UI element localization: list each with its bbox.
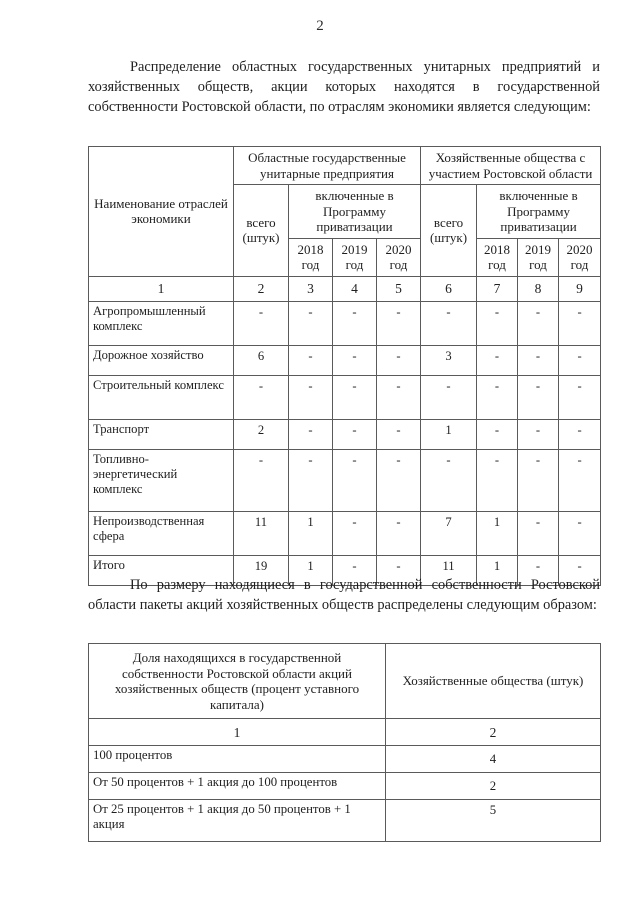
cell-gup-2019: -	[333, 419, 377, 449]
cell-gup-2020: -	[377, 419, 421, 449]
cell-gup-total: 2	[234, 419, 289, 449]
header-ho-year-2020: 2020 год	[559, 238, 601, 276]
cell-ho-2018: 1	[477, 511, 518, 555]
cell-company-count: 4	[386, 746, 601, 773]
cell-ho-2018: -	[477, 301, 518, 345]
cell-ho-total: -	[421, 301, 477, 345]
cell-gup-2020: -	[377, 555, 421, 585]
cell-gup-total: -	[234, 449, 289, 511]
colnum-2: 2	[386, 719, 601, 746]
cell-ho-total: -	[421, 449, 477, 511]
cell-share-range: От 25 процентов + 1 акция до 50 процентов + 1 акция	[89, 800, 386, 842]
cell-gup-total: -	[234, 375, 289, 419]
colnum-3: 3	[289, 276, 333, 301]
cell-gup-2020: -	[377, 375, 421, 419]
cell-industry: Строительный комплекс	[89, 375, 234, 419]
cell-ho-total: 1	[421, 419, 477, 449]
table-row	[89, 746, 601, 773]
cell-gup-2020: -	[377, 511, 421, 555]
cell-gup-2018: 1	[289, 511, 333, 555]
cell-ho-2019: -	[518, 555, 559, 585]
colnum-8: 8	[518, 276, 559, 301]
cell-gup-2018: -	[289, 449, 333, 511]
table-row	[89, 773, 601, 800]
colnum-4: 4	[333, 276, 377, 301]
header-industry-name: Наименование отраслей экономики	[89, 147, 234, 277]
header-group-gup: Областные государственные унитарные предприятия	[234, 147, 421, 185]
cell-gup-2018: -	[289, 345, 333, 375]
shares-intro-paragraph: По размеру находящиеся в государственной собственности Ростовской области пакеты акций хозяйственных обществ распределены следующим образом:	[88, 577, 600, 614]
cell-gup-2019: -	[333, 449, 377, 511]
cell-ho-total: -	[421, 375, 477, 419]
cell-industry: Топливно-энергетический комплекс	[89, 449, 234, 511]
cell-gup-total: 11	[234, 511, 289, 555]
colnum-1: 1	[89, 276, 234, 301]
colnum-2: 2	[234, 276, 289, 301]
colnum-5: 5	[377, 276, 421, 301]
header-gup-year-2018: 2018 год	[289, 238, 333, 276]
cell-ho-2020: -	[559, 301, 601, 345]
cell-share-range: От 50 процентов + 1 акция до 100 процентов	[89, 773, 386, 800]
cell-gup-total: -	[234, 301, 289, 345]
cell-gup-2018: 1	[289, 555, 333, 585]
header-total-gup: всего (штук)	[234, 185, 289, 277]
cell-company-count: 5	[386, 800, 601, 842]
cell-gup-2019: -	[333, 555, 377, 585]
header-ho-year-2019: 2019 год	[518, 238, 559, 276]
cell-gup-2018: -	[289, 301, 333, 345]
cell-ho-2018: -	[477, 419, 518, 449]
cell-company-count: 2	[386, 773, 601, 800]
cell-gup-2020: -	[377, 301, 421, 345]
cell-ho-2019: -	[518, 345, 559, 375]
cell-ho-2018: -	[477, 449, 518, 511]
cell-gup-2020: -	[377, 345, 421, 375]
colnum-9: 9	[559, 276, 601, 301]
header-gup-year-2019: 2019 год	[333, 238, 377, 276]
cell-ho-2019: -	[518, 419, 559, 449]
cell-ho-total: 11	[421, 555, 477, 585]
cell-ho-2020: -	[559, 511, 601, 555]
cell-gup-2019: -	[333, 345, 377, 375]
cell-ho-2018: 1	[477, 555, 518, 585]
cell-gup-2019: -	[333, 375, 377, 419]
cell-ho-2019: -	[518, 511, 559, 555]
cell-gup-2019: -	[333, 301, 377, 345]
header-company-count: Хозяйственные общества (штук)	[386, 644, 601, 719]
cell-ho-2020: -	[559, 555, 601, 585]
colnum-7: 7	[477, 276, 518, 301]
header-included-gup: включенные в Программу приватизации	[289, 185, 421, 239]
cell-industry: Дорожное хозяйство	[89, 345, 234, 375]
cell-ho-2020: -	[559, 449, 601, 511]
cell-gup-total: 6	[234, 345, 289, 375]
industries-distribution-table	[88, 146, 601, 586]
header-gup-year-2020: 2020 год	[377, 238, 421, 276]
intro-paragraph: Распределение областных государственных унитарных предприятий и хозяйственных обществ, акции которых находятся в государственной собственности Ростовской области, по отраслям экономики является следующим:	[88, 59, 600, 116]
colnum-1: 1	[89, 719, 386, 746]
cell-gup-2019: -	[333, 511, 377, 555]
cell-industry: Агропромышленный комплекс	[89, 301, 234, 345]
header-included-ho: включенные в Программу приватизации	[477, 185, 601, 239]
header-group-ho: Хозяйственные общества с участием Ростовской области	[421, 147, 601, 185]
header-ho-year-2018: 2018 год	[477, 238, 518, 276]
shares-distribution-table	[88, 643, 601, 842]
table-header-row-1	[89, 147, 601, 185]
table-row	[89, 449, 601, 511]
column-numbering-row	[89, 276, 601, 301]
header-share-description: Доля находящихся в государственной собственности Ростовской области акций хозяйственных обществ (процент уставного капитала)	[89, 644, 386, 719]
cell-gup-total: 19	[234, 555, 289, 585]
cell-industry: Непроизводственная сфера	[89, 511, 234, 555]
cell-ho-2019: -	[518, 449, 559, 511]
cell-ho-2020: -	[559, 345, 601, 375]
cell-gup-2018: -	[289, 375, 333, 419]
table-row	[89, 345, 601, 375]
cell-gup-2018: -	[289, 419, 333, 449]
table-row	[89, 375, 601, 419]
cell-gup-2020: -	[377, 449, 421, 511]
table-row	[89, 419, 601, 449]
cell-ho-2018: -	[477, 375, 518, 419]
cell-ho-2018: -	[477, 345, 518, 375]
cell-ho-2019: -	[518, 375, 559, 419]
cell-share-range: 100 процентов	[89, 746, 386, 773]
table-row	[89, 301, 601, 345]
table-header-row	[89, 644, 601, 719]
page-number: 2	[316, 18, 324, 34]
cell-ho-2020: -	[559, 419, 601, 449]
cell-ho-total: 7	[421, 511, 477, 555]
cell-industry: Транспорт	[89, 419, 234, 449]
colnum-6: 6	[421, 276, 477, 301]
cell-ho-total: 3	[421, 345, 477, 375]
header-total-ho: всего (штук)	[421, 185, 477, 277]
table-row	[89, 511, 601, 555]
cell-ho-2020: -	[559, 375, 601, 419]
table-row	[89, 800, 601, 842]
column-numbering-row	[89, 719, 601, 746]
cell-industry: Итого	[89, 555, 234, 585]
cell-ho-2019: -	[518, 301, 559, 345]
